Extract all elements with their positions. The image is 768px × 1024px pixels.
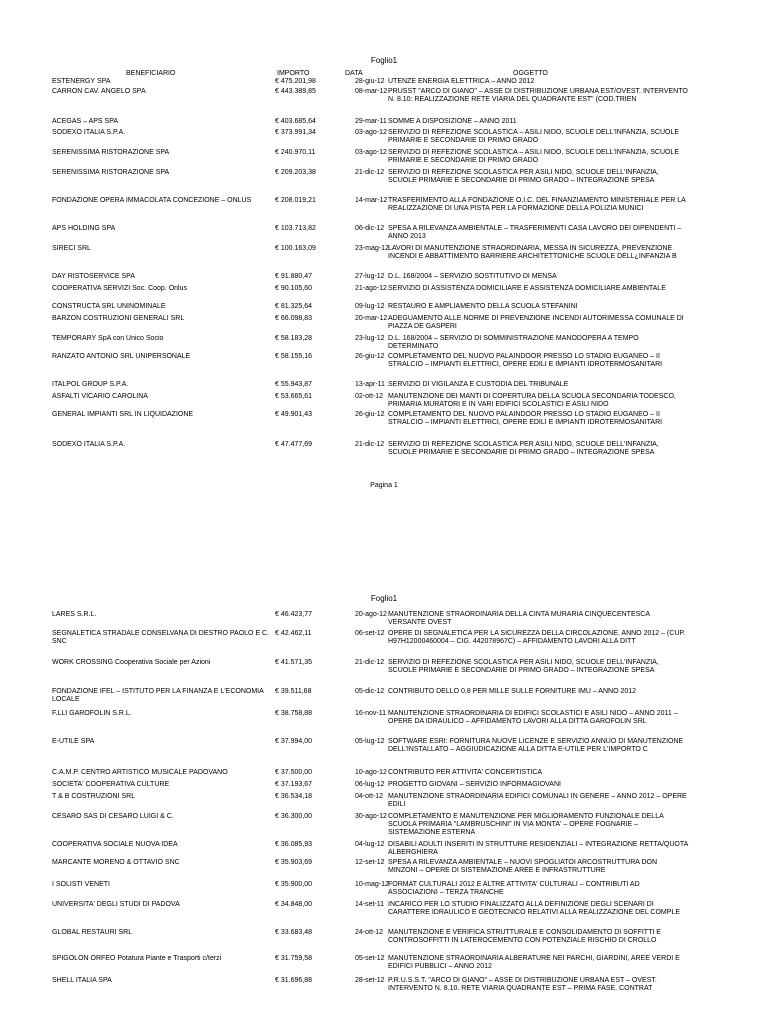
amount-cell: € 46.423,77 xyxy=(275,611,312,618)
header-data: DATA xyxy=(345,70,363,77)
beneficiary-cell: FONDAZIONE IFEL – ISTITUTO PER LA FINANZA E L'ECONOMIA LOCALE xyxy=(52,688,264,703)
date-cell: 21-dic-12 xyxy=(355,441,385,448)
beneficiary-cell: CESARO SAS DI CESARO LUIGI & C. xyxy=(52,813,174,820)
amount-cell: € 38.758,88 xyxy=(275,710,312,717)
amount-cell: € 373.991,34 xyxy=(275,129,316,136)
header-importo: IMPORTO xyxy=(277,70,310,77)
amount-cell: € 53.665,61 xyxy=(275,393,312,400)
object-cell: COMPLETAMENTO E MANUTENZIONE PER MIGLIORAMENTO FUNZIONALE DELLA SCUOLA PRIMARIA "LAMBRUSCHINI" IN VIA MONTA' – OPERE FOGNARIE – SISTEMAZIONE ESTERNA xyxy=(388,813,664,836)
page-footer: Pagina 1 xyxy=(370,482,398,489)
amount-cell: € 475.201,98 xyxy=(275,78,316,85)
beneficiary-cell: APS HOLDING SPA xyxy=(52,225,116,232)
amount-cell: € 66.098,83 xyxy=(275,315,312,322)
date-cell: 21-dic-12 xyxy=(355,169,385,176)
amount-cell: € 35.900,00 xyxy=(275,881,312,888)
beneficiary-cell: ASFALTI VICARIO CAROLINA xyxy=(52,393,148,400)
date-cell: 12-set-12 xyxy=(355,859,385,866)
object-cell: MANUTENZIONE E VERIFICA STRUTTURALE E CONSOLIDAMENTO DI SOFFITTI E CONTROSOFFITTI IN LATEROCEMENTO CON POTENZIALE RISCHIO DI CROLLO xyxy=(388,929,661,944)
amount-cell: € 55.943,87 xyxy=(275,381,312,388)
beneficiary-cell: SODEXO ITALIA S.P.A. xyxy=(52,441,126,448)
object-cell: TRASFERIMENTO ALLA FONDAZIONE O.I.C. DEL FINANZIAMENTO MINISTERIALE PER LA REALIZZAZIONE DI UNA PISTA PER LA FORMAZIONE DELLA POLIZIA MUNICI xyxy=(388,197,686,212)
object-cell: MANUTENZIONE STRAORDINARIA DI EDIFICI SCOLASTICI E ASILI NIDO – ANNO 2011 – OPERE DA IDRAULICO – AFFIDAMENTO LAVORI ALLA DITTA GAROFOLIN SRL xyxy=(388,710,678,725)
beneficiary-cell: RANZATO ANTONIO SRL UNIPERSONALE xyxy=(52,353,191,360)
object-cell: COMPLETAMENTO DEL NUOVO PALAINDOOR PRESSO LO STADIO EUGANEO – II STRALCIO – IMPIANTI ELETTRICI, OPERE EDILI E IMPIANTI IDROTERMOSANITARI xyxy=(388,353,663,368)
object-cell: MANUTENZIONE STRAORDINARIA ALBERATURE NEI PARCHI, GIARDINI, AREE VERDI E EDIFICI PUBBLICI – ANNO 2012 xyxy=(388,955,680,970)
date-cell: 06-dic-12 xyxy=(355,225,385,232)
object-cell: MANUTENZIONE DEI MANTI DI COPERTURA DELLA SCUOLA SECONDARIA TODESCO, PRIMARIA MURATORI E IN VARI EDIFICI SCOLASTICI E ASILI NIDO xyxy=(388,393,676,408)
date-cell: 14-set-11 xyxy=(355,901,385,908)
amount-cell: € 33.683,48 xyxy=(275,929,312,936)
amount-cell: € 58.183,28 xyxy=(275,335,312,342)
amount-cell: € 39.511,68 xyxy=(275,688,312,695)
amount-cell: € 209.203,38 xyxy=(275,169,316,176)
beneficiary-cell: DAY RISTOSERVICE SPA xyxy=(52,273,135,280)
object-cell: MANUTENZIONE STRAORDINARIA EDIFICI COMUNALI IN GENERE – ANNO 2012 – OPERE EDILI xyxy=(388,793,687,808)
date-cell: 04-ott-12 xyxy=(355,793,384,800)
header-beneficiario: BENEFICIARIO xyxy=(126,70,176,77)
object-cell: SERVIZIO DI REFEZIONE SCOLASTICA PER ASILI NIDO, SCUOLE DELL'INFANZIA, SCUOLE PRIMARIE E SECONDARIE DI PRIMO GRADO – INTEGRAZIONE SPESA xyxy=(388,441,659,456)
object-cell: SOFTWARE ESRI: FORNITURA NUOVE LICENZE E SERVIZIO ANNUO DI MANUTENZIONE DELL'INSTALLATO – AGGIUDICAZIONE ALLA DITTA E-UTILE PER L'IMPORTO C xyxy=(388,738,684,753)
amount-cell: € 443.389,85 xyxy=(275,88,316,95)
beneficiary-cell: SOCIETA' COOPERATIVA CULTURE xyxy=(52,781,170,788)
date-cell: 13-apr-11 xyxy=(355,381,385,388)
object-cell: DISABILI ADULTI INSERITI IN STRUTTURE RESIDENZIALI – INTEGRAZIONE RETTA/QUOTA ALBERGHIERA xyxy=(388,841,688,856)
amount-cell: € 31.759,58 xyxy=(275,955,312,962)
object-cell: SERVIZIO DI REFEZIONE SCOLASTICA PER ASILI NIDO, SCUOLE DELL'INFANZIA, SCUOLE PRIMARIE E SECONDARIE DI PRIMO GRADO – INTEGRAZIONE SPESA xyxy=(388,169,659,184)
beneficiary-cell: ITALPOL GROUP S.P.A. xyxy=(52,381,129,388)
object-cell: MANUTENZIONE STRAORDINARIA DELLA CINTA MURARIA CINQUECENTESCA VERSANTE OVEST xyxy=(388,611,650,626)
object-cell: SERVIZIO DI ASSISTENZA DOMICILIARE E ASSISTENZA DOMICILIARE AMBIENTALE xyxy=(388,285,666,292)
object-cell: SERVIZIO DI REFEZIONE SCOLASTICA – ASILI NIDO, SCUOLE DELL'INFANZIA, SCUOLE PRIMARIE E SECONDARIE DI PRIMO GRADO xyxy=(388,149,680,164)
date-cell: 16-nov-11 xyxy=(355,710,387,717)
sheet-title: Foglio1 xyxy=(370,56,398,65)
beneficiary-cell: SIRECI SRL xyxy=(52,245,91,252)
date-cell: 05-dic-12 xyxy=(355,688,385,695)
date-cell: 09-lug-12 xyxy=(355,303,385,310)
beneficiary-cell: SHELL ITALIA SPA xyxy=(52,977,112,984)
beneficiary-cell: TEMPORARY SpA con Unico Socio xyxy=(52,335,164,342)
beneficiary-cell: CONSTRUCTA SRL UNINOMINALE xyxy=(52,303,166,310)
beneficiary-cell: SERENISSIMA RISTORAZIONE SPA xyxy=(52,149,170,156)
date-cell: 28-giu-12 xyxy=(355,78,385,85)
beneficiary-cell: I SOLISTI VENETI xyxy=(52,881,110,888)
beneficiary-cell: ESTENERGY SPA xyxy=(52,78,111,85)
object-cell: CONTRIBUTO DELLO 0,8 PER MILLE SULLE FORNITURE IMU – ANNO 2012 xyxy=(388,688,637,695)
object-cell: RESTAURO E AMPLIAMENTO DELLA SCUOLA STEFANINI xyxy=(388,303,578,310)
date-cell: 28-set-12 xyxy=(355,977,385,984)
object-cell: FORMAT CULTURALI 2012 E ALTRE ATTIVITA' CULTURALI – CONTRIBUTI AD ASSOCIAZIONI – TERZA TRANCHE xyxy=(388,881,640,896)
amount-cell: € 49.901,43 xyxy=(275,411,312,418)
beneficiary-cell: F.LLI GAROFOLIN S.R.L. xyxy=(52,710,132,717)
beneficiary-cell: SERENISSIMA RISTORAZIONE SPA xyxy=(52,169,170,176)
date-cell: 03-ago-12 xyxy=(355,149,387,156)
date-cell: 04-lug-12 xyxy=(355,841,385,848)
amount-cell: € 37.500,00 xyxy=(275,769,312,776)
beneficiary-cell: SPIGOLON ORFEO Potatura Piante e Trasporti c/terzi xyxy=(52,955,222,962)
beneficiary-cell: SEGNALETICA STRADALE CONSELVANA DI DESTRO PAOLO E C. SNC xyxy=(52,630,270,645)
beneficiary-cell: BARZON COSTRUZIONI GENERALI SRL xyxy=(52,315,185,322)
beneficiary-cell: GENERAL IMPIANTI SRL IN LIQUIDAZIONE xyxy=(52,411,194,418)
date-cell: 21-dic-12 xyxy=(355,659,385,666)
amount-cell: € 35.903,69 xyxy=(275,859,312,866)
object-cell: D.L. 168/2004 – SERVIZIO DI SOMMINISTRAZIONE MANODOPERA A TEMPO DETERMINATO xyxy=(388,335,639,350)
beneficiary-cell: WORK CROSSING Cooperativa Sociale per Azioni xyxy=(52,659,211,666)
date-cell: 08-mar-12 xyxy=(355,88,388,95)
amount-cell: € 36.534,18 xyxy=(275,793,312,800)
amount-cell: € 31.696,88 xyxy=(275,977,312,984)
date-cell: 10-ago-12 xyxy=(355,769,387,776)
beneficiary-cell: T & B COSTRUZIONI SRL xyxy=(52,793,136,800)
sheet-page-2 xyxy=(0,580,768,1024)
date-cell: 23-mag-12 xyxy=(355,245,389,252)
amount-cell: € 240.970,11 xyxy=(275,149,316,156)
sheet-title: Foglio1 xyxy=(370,594,398,603)
date-cell: 10-mag-12 xyxy=(355,881,389,888)
amount-cell: € 91.880,47 xyxy=(275,273,312,280)
amount-cell: € 103.713,82 xyxy=(275,225,316,232)
date-cell: 26-giu-12 xyxy=(355,353,385,360)
date-cell: 27-lug-12 xyxy=(355,273,385,280)
amount-cell: € 36.085,93 xyxy=(275,841,312,848)
amount-cell: € 81.325,64 xyxy=(275,303,312,310)
date-cell: 03-ago-12 xyxy=(355,129,387,136)
amount-cell: € 42.462,11 xyxy=(275,630,312,637)
beneficiary-cell: GLOBAL RESTAURI SRL xyxy=(52,929,133,936)
object-cell: CONTRIBUTO PER ATTIVITA' CONCERTISTICA xyxy=(388,769,543,776)
date-cell: 14-mar-12 xyxy=(355,197,388,204)
beneficiary-cell: E-UTILE SPA xyxy=(52,738,95,745)
object-cell: D.L. 168/2004 – SERVIZIO SOSTITUTIVO DI MENSA xyxy=(388,273,557,280)
object-cell: SPESA A RILEVANZA AMBIENTALE – NUOVI SPOGLIATOI ARCOSTRUTTURA DON MINZONI – OPERE DI SISTEMAZIONE AREE E INFRASTRUTTURE xyxy=(388,859,658,874)
date-cell: 06-set-12 xyxy=(355,630,385,637)
amount-cell: € 34.848,00 xyxy=(275,901,312,908)
amount-cell: € 403.685,64 xyxy=(275,118,316,125)
header-oggetto: OGGETTO xyxy=(513,70,548,77)
object-cell: P.R.U.S.S.T. "ARCO DI GIANO" – ASSE DI DISTRIBUZIONE URBANA EST – OVEST. INTERVENTO N. 8.10. RETE VIARIA QUADRANTE EST – PRIMA FASE. CONTRAT xyxy=(388,977,657,992)
amount-cell: € 208.019,21 xyxy=(275,197,316,204)
beneficiary-cell: FONDAZIONE OPERA IMMACOLATA CONCEZIONE – ONLUS xyxy=(52,197,252,204)
beneficiary-cell: MARCANTE MORENO & OTTAVIO SNC xyxy=(52,859,180,866)
amount-cell: € 36.300,00 xyxy=(275,813,312,820)
amount-cell: € 41.571,35 xyxy=(275,659,312,666)
date-cell: 26-giu-12 xyxy=(355,411,385,418)
object-cell: LAVORI DI MANUTENZIONE STRAORDINARIA, MESSA IN SICUREZZA, PREVENZIONE INCENDI E ABBATTIMENTO BARRIERE ARCHITETTONICHE SCUOLE DELL¿INFANZIA B xyxy=(388,245,677,260)
date-cell: 24-ott-12 xyxy=(355,929,384,936)
sheet-page-1 xyxy=(0,0,768,500)
beneficiary-cell: COOPERATIVA SERVIZI Soc. Coop. Onlus xyxy=(52,285,187,292)
object-cell: ADEGUAMENTO ALLE NORME DI PREVENZIONE INCENDI AUTORIMESSA COMUNALE DI PIAZZA DE GASPERI xyxy=(388,315,684,330)
object-cell: SERVIZIO DI VIGILANZA E CUSTODIA DEL TRIBUNALE xyxy=(388,381,569,388)
object-cell: PRUSST "ARCO DI GIANO" – ASSE DI DISTRIBUZIONE URBANA EST/OVEST. INTERVENTO N. 8.10: REALIZZAZIONE RETE VIARIA DEL QUADRANTE EST" (COD.TRIEN xyxy=(388,88,688,103)
beneficiary-cell: SODEXO ITALIA S.P.A. xyxy=(52,129,126,136)
beneficiary-cell: COOPERATIVA SOCIALE NUOVA IDEA xyxy=(52,841,178,848)
beneficiary-cell: CARRON CAV. ANGELO SPA xyxy=(52,88,146,95)
object-cell: OPERE DI SEGNALETICA PER LA SICUREZZA DELLA CIRCOLAZIONE. ANNO 2012 – (CUP. H97H12000460004 – CIG. 442078967C) – AFFIDAMENTO LAVORI ALLA DITT xyxy=(388,630,686,645)
beneficiary-cell: ACEGAS – APS SPA xyxy=(52,118,119,125)
object-cell: UTENZE ENERGIA ELETTRICA – ANNO 2012 xyxy=(388,78,535,85)
object-cell: PROGETTO GIOVANI – SERVIZIO INFORMAGIOVANI xyxy=(388,781,561,788)
beneficiary-cell: UNIVERSITA' DEGLI STUDI DI PADOVA xyxy=(52,901,180,908)
object-cell: SOMME A DISPOSIZIONE – ANNO 2011 xyxy=(388,118,517,125)
object-cell: SPESA A RILEVANZA AMBIENTALE – TRASFERIMENTI CASA LAVORO DEI DIPENDENTI – ANNO 2013 xyxy=(388,225,682,240)
object-cell: SERVIZIO DI REFEZIONE SCOLASTICA – ASILI NIDO, SCUOLE DELL'INFANZIA, SCUOLE PRIMARIE E SECONDARIE DI PRIMO GRADO xyxy=(388,129,680,144)
amount-cell: € 90.105,60 xyxy=(275,285,312,292)
amount-cell: € 37.994,00 xyxy=(275,738,312,745)
date-cell: 29-mar-11 xyxy=(355,118,387,125)
date-cell: 20-ago-12 xyxy=(355,611,387,618)
object-cell: COMPLETAMENTO DEL NUOVO PALAINDOOR PRESSO LO STADIO EUGANEO – II STRALCIO – IMPIANTI ELETTRICI, OPERE EDILI E IMPIANTI IDROTERMOSANITARI xyxy=(388,411,663,426)
date-cell: 20-mar-12 xyxy=(355,315,388,322)
date-cell: 02-ott-12 xyxy=(355,393,384,400)
date-cell: 23-lug-12 xyxy=(355,335,385,342)
date-cell: 05-lug-12 xyxy=(355,738,385,745)
date-cell: 30-ago-12 xyxy=(355,813,387,820)
object-cell: INCARICO PER LO STUDIO FINALIZZATO ALLA DEFINIZIONE DEGLI SCENARI DI CARATTERE IDRAULICO E GEOTECNICO RELATIVI ALLA REALIZZAZIONE DEL COMPLE xyxy=(388,901,680,916)
object-cell: SERVIZIO DI REFEZIONE SCOLASTICA PER ASILI NIDO, SCUOLE DELL'INFANZIA, SCUOLE PRIMARIE E SECONDARIE DI PRIMO GRADO – INTEGRAZIONE SPESA xyxy=(388,659,659,674)
beneficiary-cell: LARES S.R.L. xyxy=(52,611,97,618)
amount-cell: € 47.477,69 xyxy=(275,441,312,448)
date-cell: 06-lug-12 xyxy=(355,781,385,788)
beneficiary-cell: C.A.M.P. CENTRO ARTISTICO MUSICALE PADOVANO xyxy=(52,769,228,776)
amount-cell: € 37.193,67 xyxy=(275,781,312,788)
amount-cell: € 58.155,16 xyxy=(275,353,312,360)
amount-cell: € 100.163,09 xyxy=(275,245,316,252)
date-cell: 05-set-12 xyxy=(355,955,385,962)
date-cell: 21-ago-12 xyxy=(355,285,387,292)
